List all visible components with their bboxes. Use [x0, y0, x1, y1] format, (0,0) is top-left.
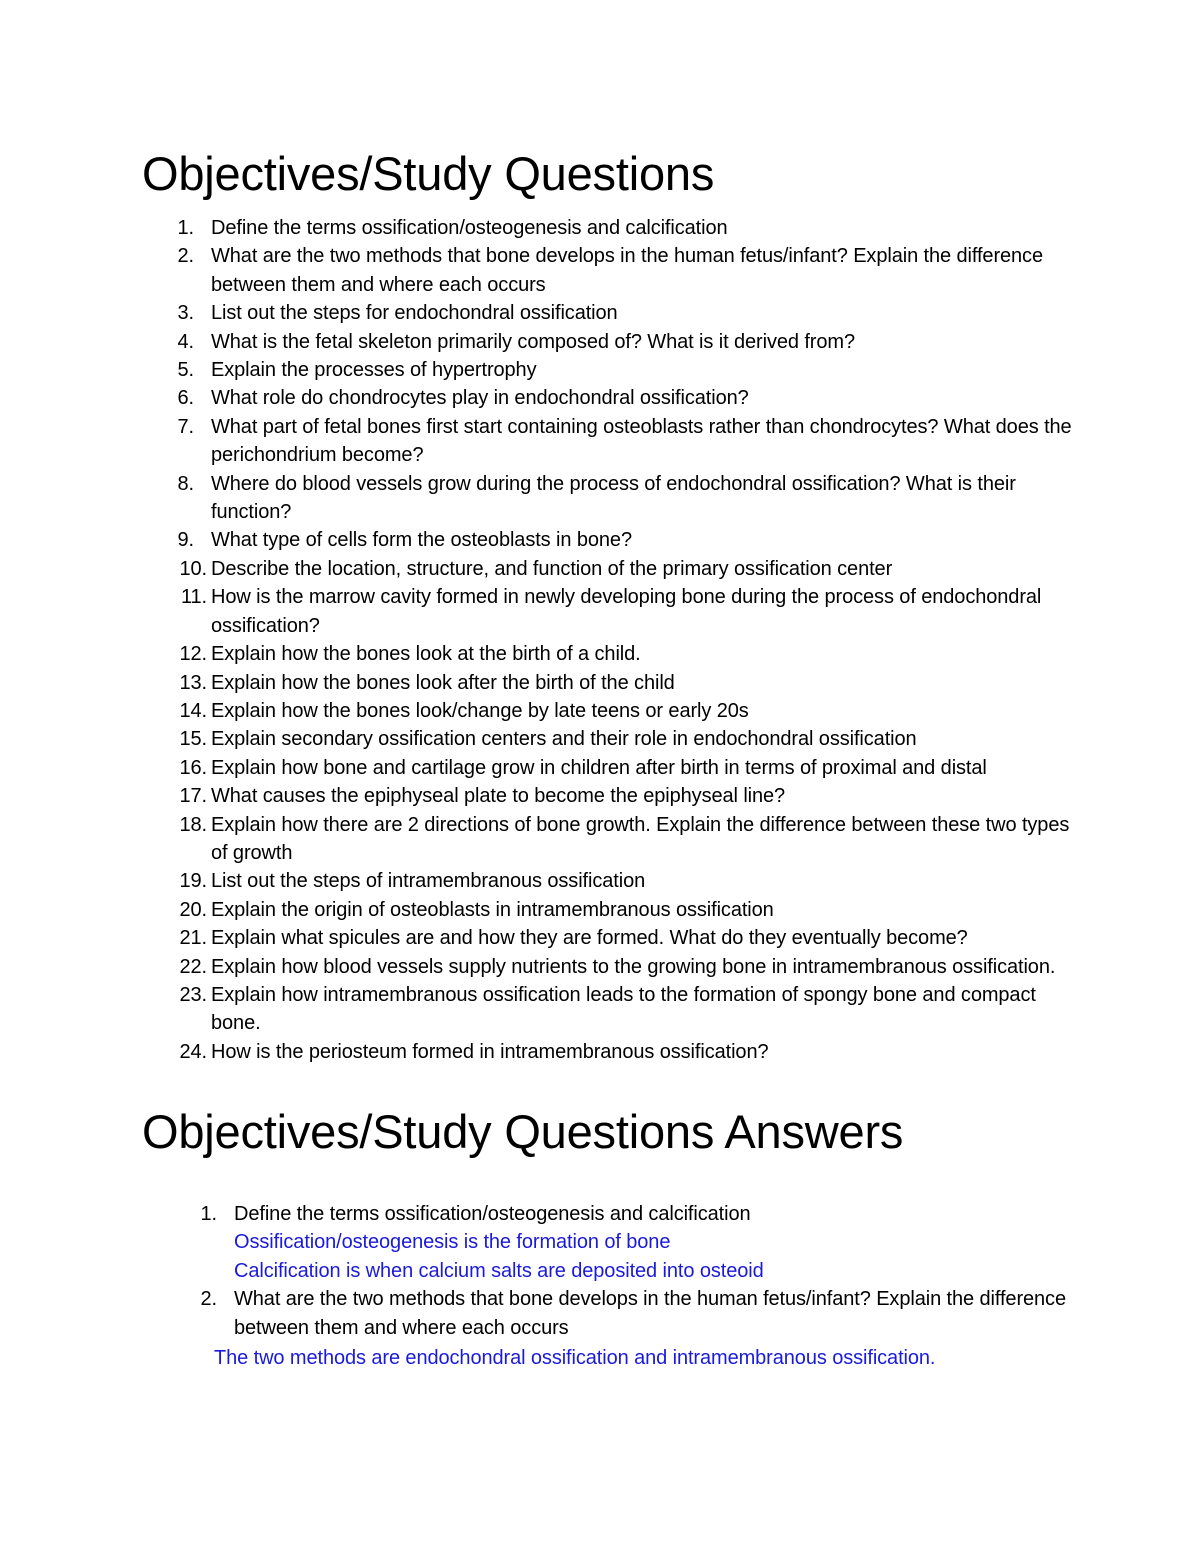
item-number: 22.	[179, 955, 207, 978]
item-number: 8.	[177, 472, 194, 495]
list-item	[140, 697, 1080, 725]
answer-item	[140, 1285, 1080, 1372]
list-item	[140, 867, 1080, 895]
item-number: 6.	[177, 387, 194, 410]
list-item	[140, 896, 1080, 924]
answer-question-text: Define the terms ossification/osteogenesis and calcification	[234, 1203, 751, 1225]
question-text: What part of fetal bones first start containing osteoblasts rather than chondrocytes? What does the perichondrium become?	[211, 415, 1072, 467]
question-text: List out the steps of intramembranous ossification	[211, 870, 646, 893]
list-item	[140, 299, 1080, 327]
list-item	[140, 981, 1080, 1038]
answer-text: Calcification is when calcium salts are deposited into osteoid	[234, 1259, 764, 1282]
question-text: Explain how the bones look at the birth of a child.	[211, 643, 641, 666]
answers-heading: Objectives/Study Questions Answers	[142, 1105, 904, 1158]
question-text: Explain secondary ossification centers and their role in endochondral ossification	[211, 728, 917, 751]
item-number: 17.	[179, 785, 207, 808]
question-text: Explain how intramembranous ossification leads to the formation of spongy bone and compact bone.	[211, 983, 1036, 1035]
list-item	[140, 811, 1080, 868]
item-number: 3.	[177, 302, 194, 325]
question-text: How is the marrow cavity formed in newly developing bone during the process of endochondral ossification?	[211, 586, 1042, 637]
item-number: 19.	[179, 870, 207, 893]
item-number: 12.	[179, 643, 207, 666]
question-text: Explain the origin of osteoblasts in intramembranous ossification	[211, 898, 774, 921]
question-text: What is the fetal skeleton primarily composed of? What is it derived from?	[211, 330, 855, 353]
item-number: 21.	[179, 927, 207, 950]
item-number: 18.	[179, 813, 207, 836]
item-number: 2.	[200, 1288, 217, 1311]
question-text: How is the periosteum formed in intramembranous ossification?	[211, 1040, 769, 1063]
question-text: Explain what spicules are and how they are formed. What do they eventually become?	[211, 927, 968, 950]
item-number: 23.	[179, 983, 207, 1006]
item-number: 1.	[200, 1203, 217, 1225]
item-number: 2.	[177, 245, 194, 268]
questions-list	[140, 214, 1080, 1066]
list-item	[140, 555, 1080, 583]
item-number: 11.	[180, 586, 207, 609]
list-item	[140, 782, 1080, 810]
question-text: Explain how blood vessels supply nutrients to the growing bone in intramembranous ossification.	[211, 955, 1056, 978]
question-text: What are the two methods that bone develops in the human fetus/infant? Explain the difference between them and where each occurs	[211, 245, 1043, 296]
list-item	[140, 356, 1080, 384]
item-number: 5.	[177, 359, 194, 382]
question-text: Describe the location, structure, and function of the primary ossification center	[211, 557, 893, 580]
list-item	[140, 754, 1080, 782]
answer-text: Ossification/osteogenesis is the formation of bone	[234, 1231, 671, 1254]
question-text: List out the steps for endochondral ossification	[211, 302, 618, 325]
list-item	[140, 526, 1080, 554]
list-item	[140, 242, 1080, 299]
item-number: 20.	[179, 898, 207, 921]
list-item	[140, 1038, 1080, 1066]
list-item	[140, 640, 1080, 668]
question-text: Explain the processes of hypertrophy	[211, 359, 537, 382]
answer-item	[140, 1200, 1080, 1285]
item-number: 10.	[179, 557, 207, 580]
list-item	[140, 328, 1080, 356]
answer-question-text: What are the two methods that bone develops in the human fetus/infant? Explain the difference between them and where each occurs	[234, 1288, 1066, 1339]
question-text: Explain how bone and cartilage grow in children after birth in terms of proximal and distal	[211, 756, 987, 779]
question-text: Define the terms ossification/osteogenesis and calcification	[211, 217, 728, 239]
answers-list	[140, 1200, 1080, 1372]
list-item	[140, 214, 1080, 242]
question-text: Explain how the bones look after the birth of the child	[211, 671, 675, 694]
answer-text: The two methods are endochondral ossification and intramembranous ossification.	[214, 1347, 936, 1370]
list-item	[140, 384, 1080, 412]
item-number: 13.	[179, 671, 207, 694]
questions-heading: Objectives/Study Questions	[142, 147, 715, 200]
list-item	[140, 725, 1080, 753]
question-text: Where do blood vessels grow during the process of endochondral ossification? What is their function?	[211, 472, 1016, 524]
question-text: Explain how there are 2 directions of bone growth. Explain the difference between these two types of growth	[211, 813, 1070, 864]
question-text: Explain how the bones look/change by late teens or early 20s	[211, 699, 749, 722]
item-number: 9.	[177, 529, 194, 552]
item-number: 15.	[179, 728, 207, 751]
item-number: 7.	[177, 415, 194, 438]
item-number: 24.	[179, 1040, 207, 1063]
list-item	[140, 583, 1080, 640]
item-number: 16.	[179, 756, 207, 779]
list-item	[140, 413, 1080, 470]
question-text: What role do chondrocytes play in endochondral ossification?	[211, 387, 749, 410]
list-item	[140, 924, 1080, 952]
list-item	[140, 953, 1080, 981]
question-text: What type of cells form the osteoblasts in bone?	[211, 529, 632, 552]
item-number: 1.	[177, 217, 194, 239]
item-number: 14.	[179, 699, 207, 722]
item-number: 4.	[177, 330, 194, 353]
list-item	[140, 669, 1080, 697]
list-item	[140, 470, 1080, 527]
question-text: What causes the epiphyseal plate to become the epiphyseal line?	[211, 785, 786, 808]
